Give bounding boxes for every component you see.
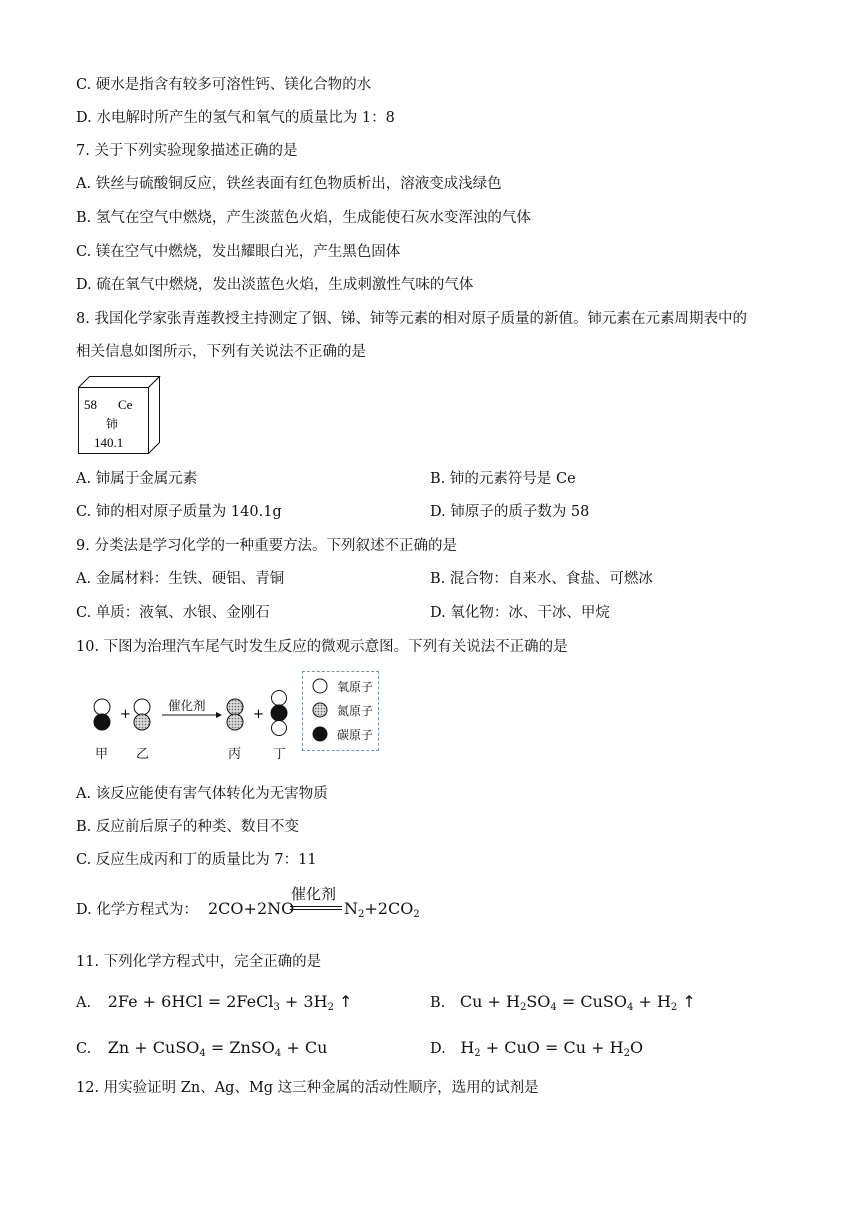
molecule-yi-oxygen-atom [134, 699, 150, 715]
q11-stem: 11. 下列化学方程式中，完全正确的是 [76, 954, 322, 970]
nitrogen-atom-icon [311, 701, 329, 719]
q7-option-a: A. 铁丝与硫酸铜反应，铁丝表面有红色物质析出，溶液变成浅绿色 [76, 176, 502, 192]
legend-nitrogen-label: 氮原子 [337, 704, 374, 718]
label-yi: 乙 [136, 747, 150, 762]
q8-stem-line2: 相关信息如图所示，下列有关说法不正确的是 [76, 344, 366, 360]
molecule-yi-nitrogen-atom [134, 714, 150, 730]
element-name: 铈 [106, 417, 119, 431]
plus-sign: + [253, 707, 264, 722]
element-number: 58 [84, 397, 97, 412]
q7-stem: 7. 关于下列实验现象描述正确的是 [76, 143, 298, 159]
q9-option-a: A. 金属材料：生铁、硬铝、青铜 [76, 571, 285, 587]
molecule-bing-nitrogen-atom-1 [227, 699, 243, 715]
molecule-bing-nitrogen-atom-2 [227, 714, 243, 730]
molecule-jia-oxygen-atom [94, 699, 110, 715]
q10-option-c: C. 反应生成丙和丁的质量比为 7：11 [76, 852, 317, 868]
q10-d-equation-left: 2CO+2NO [208, 899, 295, 918]
element-symbol: Ce [118, 397, 133, 412]
q10-d-catalyst: 催化剂 [291, 885, 337, 903]
q11-option-c: C. Zn + CuSO$_4$ = ZnSO$_4$ + Cu [76, 1038, 328, 1059]
q10-option-b: B. 反应前后原子的种类、数目不变 [76, 819, 299, 835]
q8-option-c: C. 铈的相对原子质量为 140.1g [76, 504, 282, 520]
atom-legend [302, 671, 379, 751]
element-mass: 140.1 [94, 435, 124, 450]
label-ding: 丁 [273, 747, 287, 762]
q11-option-b: B. $Cu + H_2SO_4$ = CuSO$_4$ + $H_2$ ↑ [430, 992, 696, 1013]
q10-d-equals-sign [290, 906, 342, 910]
legend-carbon-label: 碳原子 [337, 728, 374, 742]
q11-option-d: D. $H_2$ + CuO = $Cu + H_2O$ [430, 1038, 644, 1059]
q7-option-d: D. 硫在氧气中燃烧，发出淡蓝色火焰，生成刺激性气味的气体 [76, 277, 474, 293]
q7-option-b: B. 氢气在空气中燃烧，产生淡蓝色火焰，生成能使石灰水变浑浊的气体 [76, 210, 531, 226]
arrow-head-icon [216, 712, 222, 718]
q6-option-d: D. 水电解时所产生的氢气和氧气的质量比为 1：8 [76, 110, 395, 126]
molecule-ding-oxygen-atom-1 [272, 691, 287, 706]
q10-stem: 10. 下图为治理汽车尾气时发生反应的微观示意图。下列有关说法不正确的是 [76, 639, 568, 655]
q6-option-c: C. 硬水是指含有较多可溶性钙、镁化合物的水 [76, 77, 372, 93]
q8-option-d: D. 铈原子的质子数为 58 [430, 504, 590, 520]
legend-oxygen-label: 氧原子 [337, 680, 374, 694]
label-bing: 丙 [228, 747, 242, 762]
label-jia: 甲 [95, 747, 109, 762]
q10-d-equation-right: $N_2+2CO_2$ [344, 899, 420, 920]
catalyst-label: 催化剂 [168, 698, 206, 713]
plus-sign: + [120, 707, 131, 722]
q9-option-c: C. 单质：液氧、水银、金刚石 [76, 605, 270, 621]
q8-option-a: A. 铈属于金属元素 [76, 471, 198, 487]
q12-stem: 12. 用实验证明 Zn、Ag、Mg 这三种金属的活动性顺序，选用的试剂是 [76, 1080, 539, 1096]
q9-option-d: D. 氧化物：冰、干冰、甲烷 [430, 605, 610, 621]
element-card [78, 376, 162, 454]
carbon-atom-icon [311, 725, 329, 743]
oxygen-atom-icon [311, 677, 329, 695]
q9-option-b: B. 混合物：自来水、食盐、可燃冰 [430, 571, 653, 587]
molecule-jia-carbon-atom [94, 714, 110, 730]
q9-stem: 9. 分类法是学习化学的一种重要方法。下列叙述不正确的是 [76, 538, 457, 554]
molecule-ding-oxygen-atom-2 [272, 721, 287, 736]
q8-option-b: B. 铈的元素符号是 Ce [430, 471, 576, 487]
q7-option-c: C. 镁在空气中燃烧，发出耀眼白光，产生黑色固体 [76, 244, 401, 260]
q8-stem-line1: 8. 我国化学家张青莲教授主持测定了铟、锑、铈等元素的相对原子质量的新值。铈元素在元素周期表中的 [76, 311, 747, 327]
molecule-ding-carbon-atom [271, 705, 287, 721]
q10-option-d-prefix: D. 化学方程式为： [76, 902, 198, 918]
q10-option-d [76, 900, 198, 920]
q10-option-a: A. 该反应能使有害气体转化为无害物质 [76, 786, 328, 802]
q11-option-a: A. 2Fe + 6HCl = 2FeCl$_3$ + $3H_2$ ↑ [76, 992, 353, 1013]
